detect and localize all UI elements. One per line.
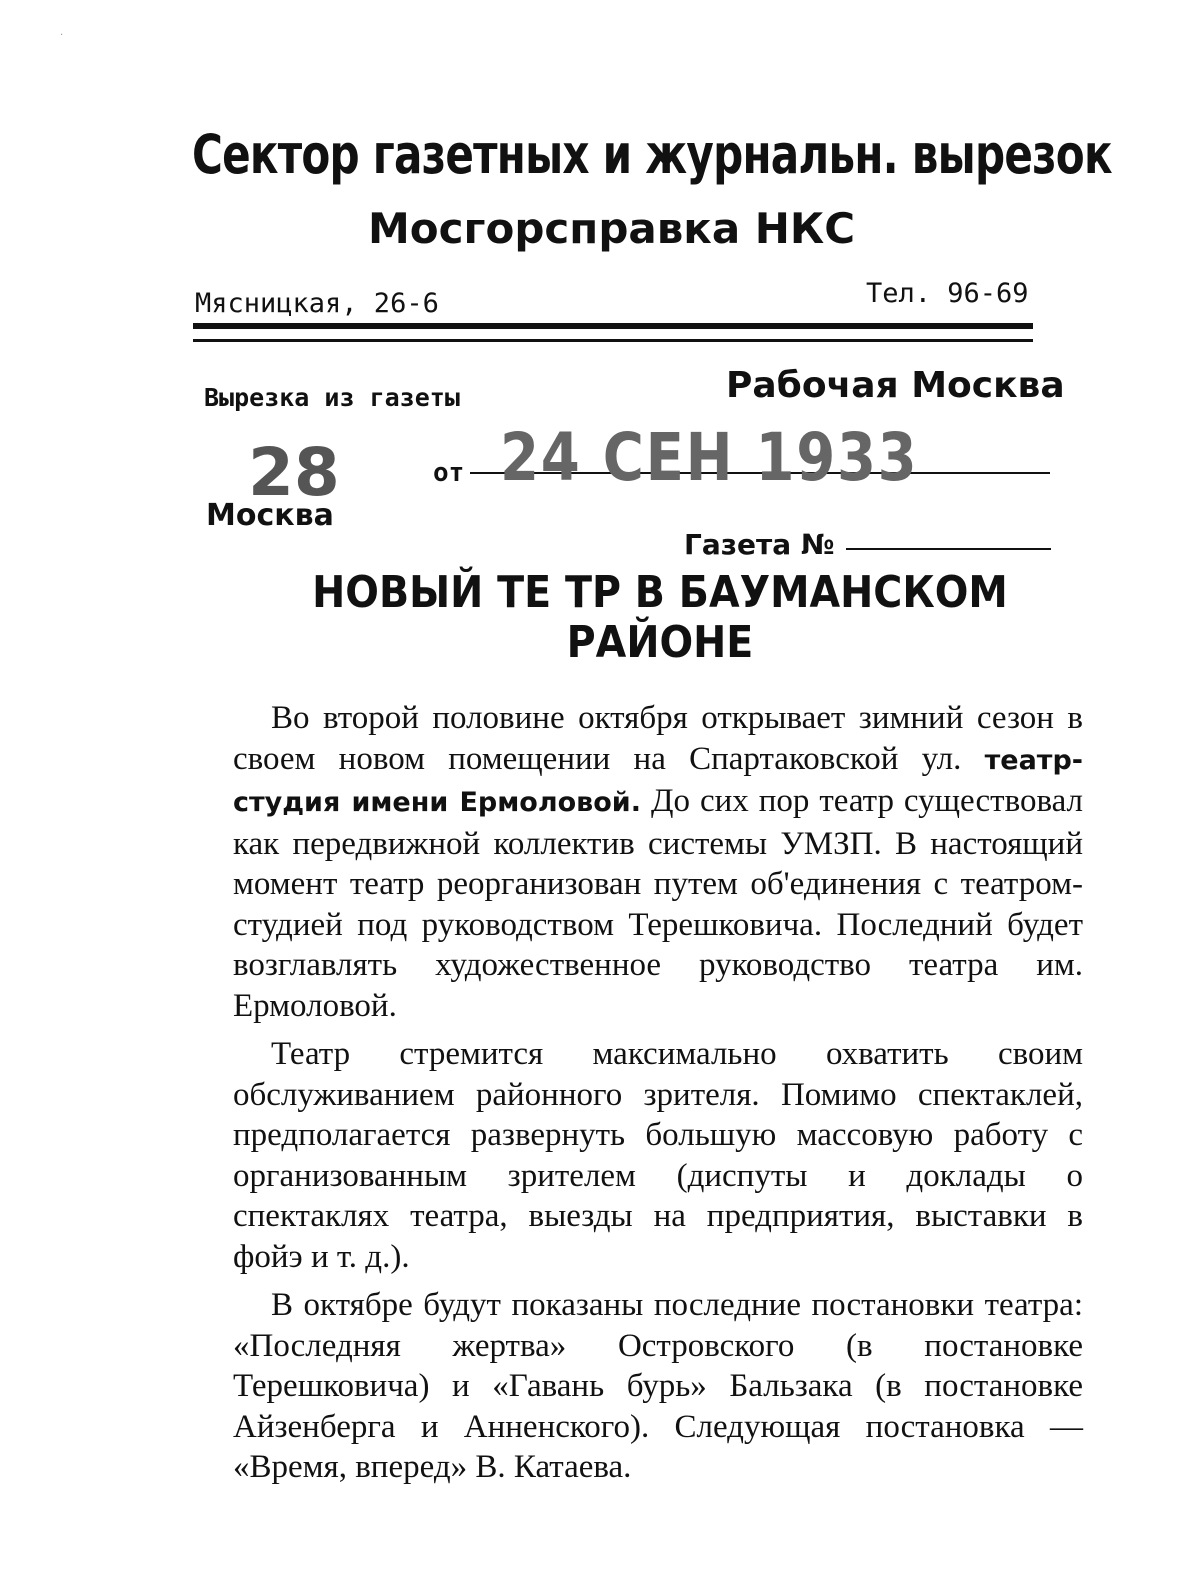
paragraph-2: Театр стремится максимально охватить своим обслуживанием районного зрителя. Помимо спектаклей, предполагается развернуть большую массовую работу с организованным зрителем (диспуты и доклады о спектаклях театра, выезды на предприятия, выставки в фойэ и т. д.). bbox=[233, 1036, 1083, 1275]
theatre-name: театр-студия имени Ермоловой. bbox=[233, 744, 1083, 818]
margin-mark: · bbox=[60, 30, 64, 41]
gazeta-number-line bbox=[846, 548, 1051, 550]
date-stamp: 24 СЕН 1933 bbox=[500, 419, 919, 496]
gazeta-number-label: Газета № bbox=[684, 528, 835, 561]
paragraph-1-start: Во второй половине октября открывает зимний сезон в своем новом помещении на Спартаковской ул. bbox=[233, 700, 1083, 777]
city-stamp: Москва bbox=[206, 498, 334, 533]
date-prefix: от bbox=[433, 458, 465, 488]
phone-number: Тел. 96-69 bbox=[866, 278, 1029, 309]
paragraph-3: В октябре будут показаны последние постановки театра: «Последняя жертва» Островского (в постановке Терешковича) и «Гавань бурь» Бальзака (в постановке Айзенберга и Анненского). Следующая постановка — «Время, вперед» В. Катаева. bbox=[233, 1287, 1083, 1485]
organization-name: Мосгорсправка НКС bbox=[368, 204, 856, 253]
issue-number-stamp: 28 bbox=[248, 434, 340, 511]
article-title-line-2: РАЙОНЕ bbox=[566, 617, 754, 668]
header-rule bbox=[193, 323, 1033, 329]
address: Мясницкая, 26-6 bbox=[195, 288, 439, 319]
paragraph-1-rest: До сих пор театр существовал как передвижной коллектив системы УМЗП. В настоящий момент театр реорганизован путем об'единения с театром-студией под руководством Терешковича. Последний будет возглавлять художественное руководство театра им. Ермоловой. bbox=[233, 783, 1083, 1024]
article-title bbox=[246, 568, 1074, 668]
newspaper-name: Рабочая Москва bbox=[726, 365, 1065, 406]
article-title-line-1: НОВЫЙ ТЕ ТР В БАУМАНСКОМ bbox=[312, 567, 1008, 618]
article-body bbox=[233, 698, 1083, 1496]
clipping-label: Вырезка из газеты bbox=[204, 383, 460, 412]
header-rule-thin bbox=[193, 339, 1033, 342]
paragraph-1 bbox=[233, 698, 1083, 1026]
sector-title: Сектор газетных и журнальн. вырезок bbox=[192, 123, 1112, 186]
